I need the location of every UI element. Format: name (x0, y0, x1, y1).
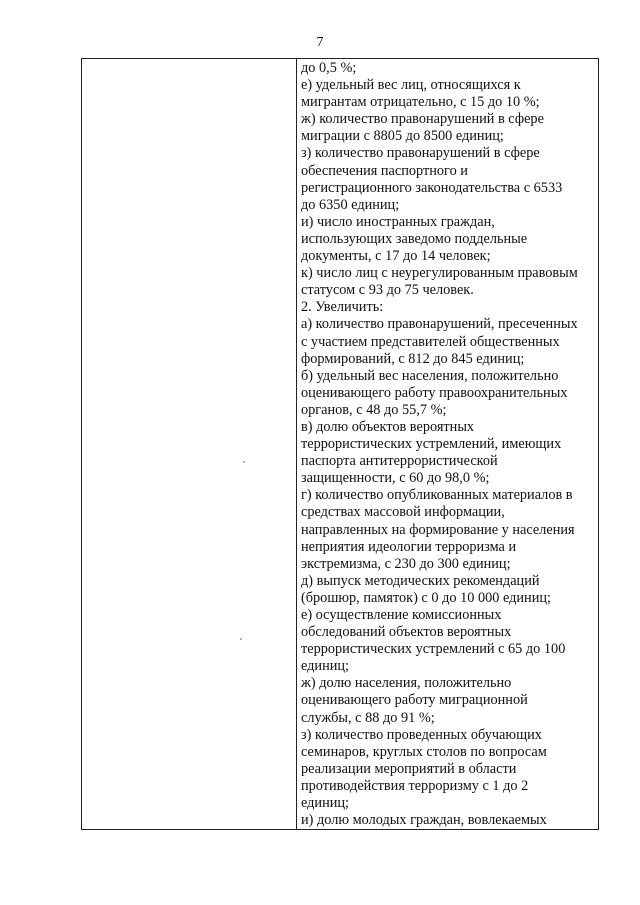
text-line: и) число иностранных граждан, (301, 213, 495, 230)
table-left-cell (82, 59, 297, 829)
text-line: и) долю молодых граждан, вовлекаемых (301, 812, 547, 829)
text-line: г) количество опубликованных материалов в (301, 487, 573, 504)
text-line: е) осуществление комиссионных (301, 607, 502, 623)
text-line: обеспечения паспортного и (301, 162, 468, 179)
text-line: до 6350 единиц; (301, 196, 400, 213)
text-line: формирований, с 812 до 845 единиц; (301, 350, 525, 367)
text-line: органов, с 48 до 55,7 %; (301, 401, 447, 418)
text-line: з) количество правонарушений в сфере (301, 145, 540, 162)
text-line: б) удельный вес населения, положительно (301, 367, 559, 384)
text-line: неприятия идеологии терроризма и (301, 538, 517, 555)
text-line: использующих заведомо поддельные (301, 230, 528, 247)
text-line: в) долю объектов вероятных (301, 418, 475, 435)
text-line: статусом с 93 до 75 человек. (301, 282, 474, 299)
text-line: (брошюр, памяток) с 0 до 10 000 единиц; (301, 589, 551, 606)
text-line: 2. Увеличить: (301, 299, 384, 316)
text-line: е) удельный вес лиц, относящихся к (301, 77, 521, 94)
scan-speck (243, 461, 245, 463)
text-line: обследований объектов вероятных (301, 624, 512, 641)
text-line: мигрантам отрицательно, с 15 до 10 %; (301, 94, 540, 111)
text-line: до 0,5 %; (301, 60, 357, 76)
text-line: службы, с 88 до 91 %; (301, 709, 435, 726)
text-line: единиц; (301, 795, 350, 812)
text-line: д) выпуск методических рекомендаций (301, 572, 540, 589)
text-line: ж) долю населения, положительно (301, 675, 512, 692)
text-line: семинаров, круглых столов по вопросам (301, 743, 547, 760)
text-line: с участием представителей общественных (301, 333, 560, 350)
text-line: террористических устремлений с 65 до 100 (301, 641, 566, 658)
text-line: единиц; (301, 658, 350, 675)
text-line: террористических устремлений, имеющих (301, 436, 562, 453)
text-line: а) количество правонарушений, пресеченных (301, 316, 578, 333)
text-line: защищенности, с 60 до 98,0 %; (301, 470, 490, 487)
table-right-cell (297, 59, 598, 829)
text-line: з) количество проведенных обучающих (301, 726, 542, 743)
text-line: паспорта антитеррористической (301, 453, 498, 470)
text-line: ж) количество правонарушений в сфере (301, 111, 544, 128)
text-line: миграции с 8805 до 8500 единиц; (301, 128, 504, 145)
text-line: к) число лиц с неурегулированным правовым (301, 265, 578, 282)
text-line: реализации мероприятий в области (301, 760, 517, 777)
text-line: оценивающего работу миграционной (301, 692, 528, 709)
scan-speck (240, 638, 242, 640)
page-number: 7 (316, 35, 324, 50)
text-line: противодействия терроризму с 1 до 2 (301, 777, 529, 794)
document-table (81, 58, 599, 830)
text-line: регистрационного законодательства с 6533 (301, 179, 563, 196)
text-line: оценивающего работу правоохранительных (301, 384, 568, 401)
text-line: средствах массовой информации, (301, 504, 505, 521)
text-line: документы, с 17 до 14 человек; (301, 248, 491, 265)
text-line: направленных на формирование у населения (301, 521, 575, 538)
text-line: экстремизма, с 230 до 300 единиц; (301, 555, 511, 572)
